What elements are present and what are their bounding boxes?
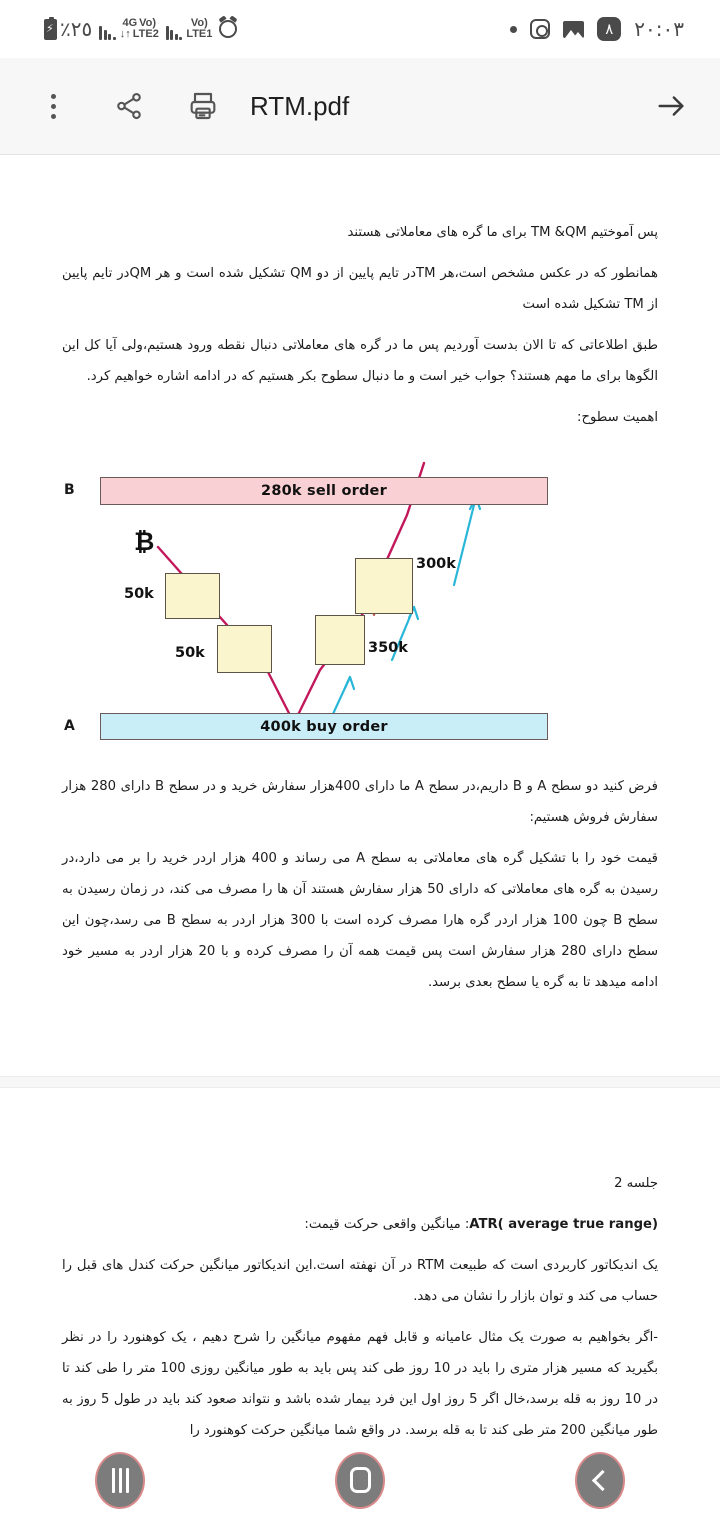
share-icon <box>114 91 144 121</box>
sell-order-bar: 280k sell order <box>100 477 548 505</box>
node-box-2 <box>217 625 272 673</box>
sim2-vo-label: Vo) <box>190 17 208 29</box>
paragraph: -اگر بخواهیم به صورت یک مثال عامیانه و قابل فهم مفهوم میانگین را شرح دهیم ، یک کوهنورد را در نظر بگیرید که مسیر هزار متری را باید در 10 روز طی کند پس باید به طور میانگین روزی 100 متر را طی کند تا در 10 روز به قله برسد،خال اگر 5 روز اول این فرد بیمار شده باشد و نتواند صعود کند باید در طول 5 روز به طور میانگین 200 متر طی کند تا به قله برسد. در واقع شما میانگین حرکت کوهنورد را <box>62 1330 658 1438</box>
battery-indicator <box>44 17 92 41</box>
recents-icon <box>112 1468 129 1493</box>
sim2-network-labels <box>186 18 212 40</box>
section-heading: اهمیت سطوح: <box>577 410 658 425</box>
signal-bars-icon <box>99 23 116 40</box>
sim2-indicator <box>166 18 213 40</box>
document-title: RTM.pdf <box>250 90 350 121</box>
battery-percent-label: ٪٢٥ <box>60 17 93 41</box>
paragraph: پس آموختیم TM &QM برای ما گره های معاملاتی هستند <box>347 225 658 240</box>
back-icon <box>592 1469 613 1490</box>
instagram-icon <box>530 19 550 39</box>
session-label: جلسه 2 <box>614 1176 658 1191</box>
signal-bars-icon <box>166 23 183 40</box>
sim1-network-labels <box>120 18 159 40</box>
level-label-b: B <box>64 482 75 498</box>
atr-heading <box>62 1209 658 1240</box>
home-icon <box>350 1467 371 1493</box>
level-label-a: A <box>64 718 75 734</box>
sim1-net-type: 4G <box>122 17 138 29</box>
notification-badge: ٨ <box>597 17 621 41</box>
gallery-icon <box>563 21 584 38</box>
buy-order-bar: 400k buy order <box>100 713 548 740</box>
node-label-1: 50k <box>124 586 154 602</box>
page1-content <box>0 155 720 998</box>
notification-dot-icon <box>510 26 517 33</box>
print-button[interactable] <box>180 83 226 129</box>
paragraph: فرض کنید دو سطح A و B داریم،در سطح A ما دارای 400هزار سفارش خرید و در سطح B دارای 280 هزار سفارش فروش هستیم: <box>62 779 658 825</box>
forward-button[interactable] <box>648 83 694 129</box>
pdf-page-1 <box>0 155 720 1076</box>
status-bar-right <box>510 17 684 41</box>
sim1-data-arrows-icon: ↓↑ <box>119 28 131 40</box>
pdf-page-scroller[interactable] <box>0 155 720 1440</box>
overflow-menu-button[interactable] <box>30 83 76 129</box>
paragraph: یک اندیکاتور کاربردی است که طبیعت RTM در آن نهفته است.این اندیکاتور میانگین حرکت کندل های قبل را حساب می کند و توان بازار را نشان می دهد. <box>62 1258 658 1304</box>
clock-label: ٢٠:٠٣ <box>634 17 684 41</box>
print-icon <box>187 90 219 122</box>
node-label-4: 300k <box>416 556 456 572</box>
home-button[interactable] <box>335 1452 385 1509</box>
arrow-right-icon <box>654 89 688 123</box>
pdf-page-2 <box>0 1088 720 1440</box>
atr-subtitle: : میانگین واقعی حرکت قیمت: <box>304 1217 470 1232</box>
node-box-3 <box>315 615 365 665</box>
battery-charging-icon <box>44 19 57 40</box>
sim1-vo-label: Vo) <box>139 17 157 29</box>
alarm-clock-icon <box>219 20 237 38</box>
levels-diagram <box>62 455 582 755</box>
sim1-lte-label: LTE2 <box>132 28 159 40</box>
paragraph: طبق اطلاعاتی که تا الان بدست آوردیم پس ما در گره های معاملاتی دنبال نقطه ورود هستیم،ولی آیا کل این الگوها برای ما مهم هستند؟ جواب خیر است و ما دنبال سطوح بکر هستیم که در ادامه اشاره خواهیم کرد. <box>62 338 658 384</box>
back-button[interactable] <box>575 1452 625 1509</box>
system-navigation-bar <box>0 1440 720 1520</box>
app-toolbar <box>0 58 720 155</box>
node-label-2: 50k <box>175 645 205 661</box>
page2-content <box>0 1088 720 1440</box>
paragraph: قیمت خود را با تشکیل گره های معاملاتی به سطح A می رساند و 400 هزار اردر خرید را بر می دارد،در رسیدن به گره های معاملاتی که دارای 50 هزار سفارش هستند آن ها را مصرف می کند، در زمان رسیدن به سطح B چون 100 هزار اردر گره هارا مصرف کرده است با 300 هزار اردر به سطح B می رسد،چون این سطح دارای 280 هزار سفارش است پس قیمت همه آن را مصرف کرده و با 20 هزار اردر به مسیر خود ادامه میدهد تا به گره یا سطح بعدی برسد. <box>62 851 658 990</box>
atr-title: ATR( average true range) <box>469 1217 658 1232</box>
node-label-3: 350k <box>368 640 408 656</box>
share-button[interactable] <box>106 83 152 129</box>
more-vertical-icon <box>51 94 56 119</box>
sim2-lte-label: LTE1 <box>186 28 213 40</box>
node-box-4 <box>355 558 413 614</box>
page-separator <box>0 1076 720 1088</box>
recents-button[interactable] <box>95 1452 145 1509</box>
sim1-indicator <box>99 18 159 40</box>
status-bar <box>0 0 720 58</box>
status-bar-left <box>44 17 237 41</box>
node-box-1 <box>165 573 220 619</box>
bitcoin-symbol: ₿ <box>134 527 155 556</box>
paragraph: همانطور که در عکس مشخص است،هر TMدر تایم پایین از دو QM تشکیل شده است و هر QMدر تایم پایین از TM تشکیل شده است <box>62 266 658 312</box>
